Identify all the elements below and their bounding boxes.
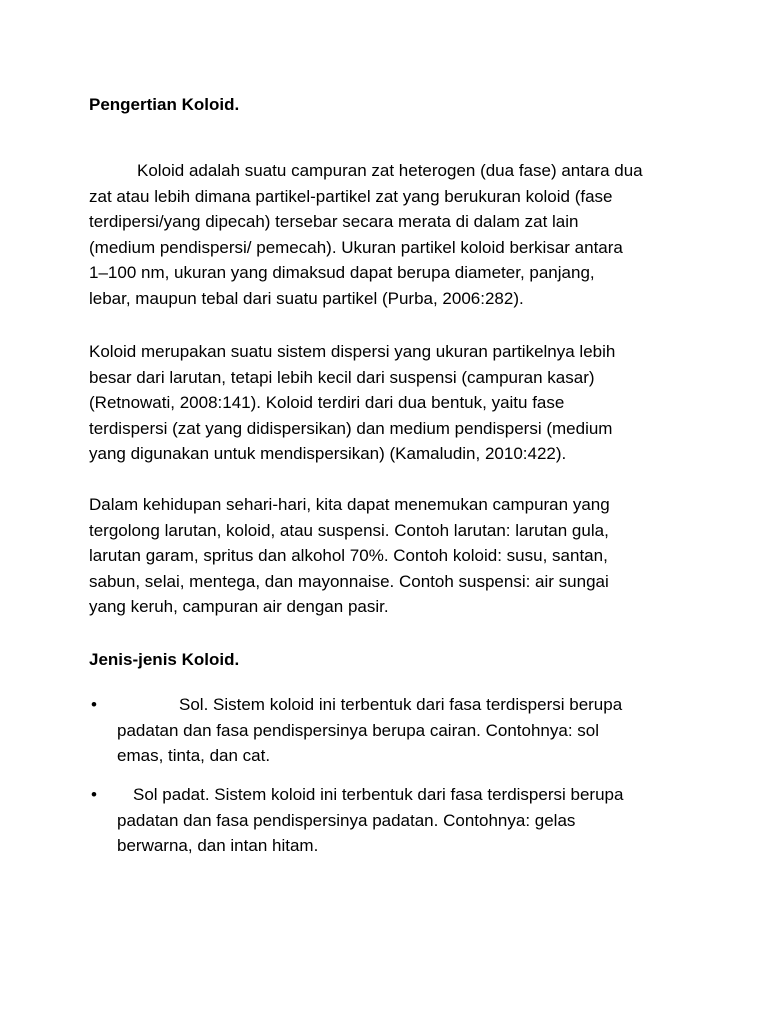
paragraph-line: 1–100 nm, ukuran yang dimaksud dapat berupa diameter, panjang, <box>89 263 595 283</box>
bullet-text <box>117 692 697 769</box>
heading-pengertian-koloid: Pengertian Koloid. <box>89 95 240 114</box>
bullet-line: berwarna, dan intan hitam. <box>117 836 319 856</box>
bullet-line: padatan dan fasa pendispersinya padatan. Contohnya: gelas <box>117 810 576 830</box>
bullet-text <box>117 782 697 859</box>
paragraph-line: terdispersi (zat yang didispersikan) dan medium pendispersi (medium <box>89 418 613 438</box>
paragraph-line: (medium pendispersi/ pemecah). Ukuran partikel koloid berkisar antara <box>89 237 623 257</box>
paragraph-daily-examples <box>89 492 689 620</box>
bullet-icon: • <box>91 695 97 714</box>
paragraph-line: lebar, maupun tebal dari suatu partikel (Purba, 2006:282). <box>89 288 524 308</box>
bullet-icon: • <box>91 785 97 804</box>
paragraph-line: Koloid adalah suatu campuran zat heterogen (dua fase) antara dua <box>137 161 643 180</box>
bullet-line: Sol padat. Sistem koloid ini terbentuk dari fasa terdispersi berupa <box>133 785 624 804</box>
paragraph-line: Dalam kehidupan sehari-hari, kita dapat menemukan campuran yang <box>89 495 610 514</box>
bullet-line: emas, tinta, dan cat. <box>117 746 271 766</box>
paragraph-line: larutan garam, spritus dan alkohol 70%. Contoh koloid: susu, santan, <box>89 546 608 566</box>
paragraph-line: Koloid merupakan suatu sistem dispersi yang ukuran partikelnya lebih <box>89 342 616 361</box>
heading-jenis-koloid: Jenis-jenis Koloid. <box>89 650 240 669</box>
paragraph-line: besar dari larutan, tetapi lebih kecil dari suspensi (campuran kasar) <box>89 367 595 387</box>
paragraph-line: yang keruh, campuran air dengan pasir. <box>89 597 389 617</box>
bullet-line: padatan dan fasa pendispersinya berupa cairan. Contohnya: sol <box>117 720 600 740</box>
paragraph-line: tergolong larutan, koloid, atau suspensi. Contoh larutan: larutan gula, <box>89 520 609 540</box>
paragraph-line: (Retnowati, 2008:141). Koloid terdiri dari dua bentuk, yaitu fase <box>89 393 565 413</box>
paragraph-definition <box>89 158 689 312</box>
paragraph-line: yang digunakan untuk mendispersikan) (Kamaludin, 2010:422). <box>89 444 567 464</box>
paragraph-dispersion-system <box>89 339 689 467</box>
bullet-line: Sol. Sistem koloid ini terbentuk dari fasa terdispersi berupa <box>179 695 623 714</box>
paragraph-line: sabun, selai, mentega, dan mayonnaise. Contoh suspensi: air sungai <box>89 571 609 591</box>
paragraph-line: zat atau lebih dimana partikel-partikel zat yang berukuran koloid (fase <box>89 186 613 206</box>
paragraph-line: terdipersi/yang dipecah) tersebar secara merata di dalam zat lain <box>89 212 579 232</box>
